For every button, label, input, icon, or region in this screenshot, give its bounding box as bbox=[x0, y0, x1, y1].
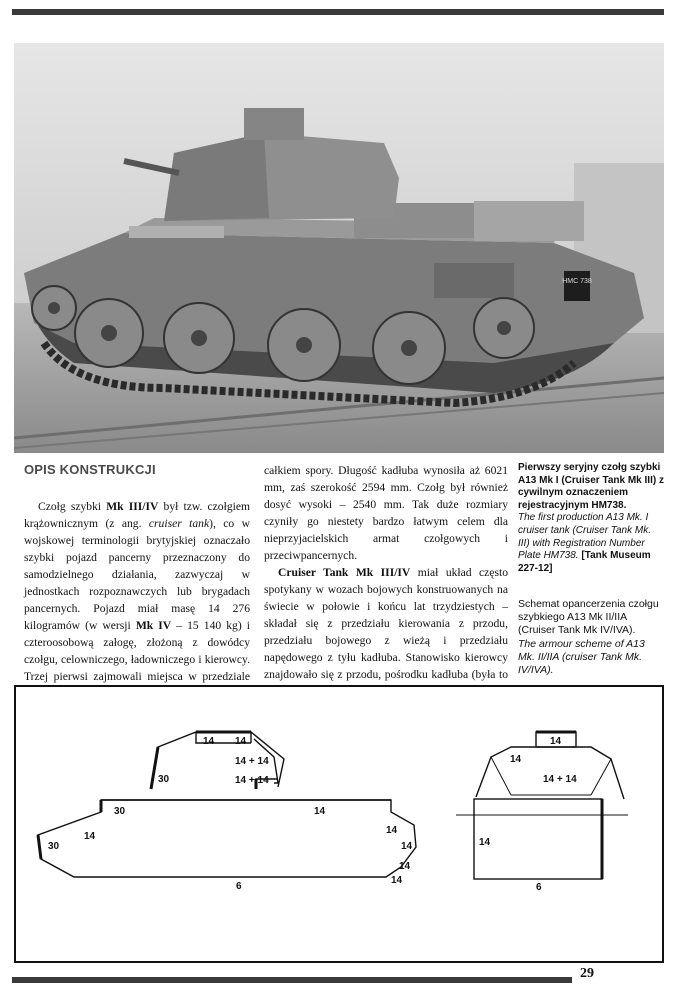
text-run: ), co w wojskowej terminologii brytyjskiej oznaczało szybki pojazd pancerny przeznaczony do samodzielnego działania, zazwyczaj w jednostkach rozpoznawczych lub brygadach pancernych. Pojazd miał masę 14 276 kilogramów (w wersji bbox=[24, 517, 250, 632]
text-run: miał układ często spotykany w wozach bojowych konstruowanych na świecie w połowie i końcu lat trzydziestych – składał się z przedziału kierowania z przodu, przedziału bojowego z wieżą i przedziału napędowego z tyłu kadłuba. Stanowisko kierowcy znajdowało się z przodu, pośrodku kadłuba (była to bbox=[264, 566, 508, 681]
caption-english-text: The first production A13 Mk. I cruiser tank (Cruiser Tank Mk. III) with Registration Number Plate HM738. bbox=[518, 512, 651, 562]
text-run-italic: cruiser tank bbox=[148, 517, 210, 530]
page-number: 29 bbox=[580, 966, 594, 981]
label-hull-rear-lower: 14 bbox=[84, 831, 96, 842]
label-turret-front-a: 14 + 14 bbox=[235, 756, 269, 767]
caption-credit: [Tank Museum 227-12] bbox=[518, 550, 651, 574]
bottom-rule bbox=[12, 977, 572, 983]
label-front-turret-front: 14 + 14 bbox=[543, 774, 577, 785]
label-front-hull-side: 14 bbox=[479, 837, 491, 848]
text-run-bold: Mk III/IV bbox=[106, 500, 159, 513]
label-hull-front-1: 14 bbox=[386, 825, 398, 836]
registration-plate-text: HMC 738 bbox=[562, 278, 592, 285]
photo-caption bbox=[518, 462, 664, 575]
top-rule bbox=[12, 9, 664, 15]
label-hull-bottom: 6 bbox=[236, 881, 242, 892]
diagram-caption bbox=[518, 598, 664, 677]
label-hull-front-2: 14 bbox=[401, 841, 413, 852]
paragraph: całkiem spory. Długość kadłuba wynosiła aż 6021 mm, zaś szerokość 2594 mm. Czołg był również dosyć wysoki – 2540 mm. Tak duże rozmiary czyniły go niestety bardzo łatwym celem dla nieprzyjacielskich armat czołgowych i przeciwpancernych. bbox=[264, 464, 508, 562]
paragraph bbox=[264, 564, 508, 700]
label-front-turret-side: 14 bbox=[510, 754, 522, 765]
article-column-1 bbox=[24, 462, 250, 719]
caption-polish: Pierwszy seryjny czołg szybki A13 Mk I (Cruiser Tank Mk III) z cywilnym oznaczeniem rejestracyjnym HM738. bbox=[518, 462, 664, 511]
label-hull-rear-end: 30 bbox=[48, 841, 60, 852]
label-turret-top-a: 14 bbox=[203, 736, 215, 747]
text-run-bold: Cruiser Tank Mk III/IV bbox=[278, 566, 411, 579]
text-run: Czołg szybki bbox=[38, 500, 107, 513]
text-run: był tzw. czołgiem krążownicznym (z ang. bbox=[24, 500, 250, 530]
label-hull-rear-upper: 30 bbox=[114, 806, 126, 817]
tank-photograph bbox=[14, 43, 664, 453]
section-heading: OPIS KONSTRUKCJI bbox=[24, 462, 156, 477]
diagram-caption-english: The armour scheme of A13 Mk. II/IIA (cruiser Tank Mk. IV/IVA). bbox=[518, 637, 645, 677]
label-hull-top: 14 bbox=[314, 806, 326, 817]
article-column-2 bbox=[264, 462, 508, 700]
text-run-bold: Mk IV bbox=[135, 619, 172, 632]
caption-english bbox=[518, 512, 664, 575]
label-front-turret-top: 14 bbox=[550, 736, 562, 747]
label-front-hull-bottom: 6 bbox=[536, 882, 542, 893]
side-view-diagram bbox=[38, 732, 416, 877]
label-turret-front-b: 14 + 14 bbox=[235, 775, 269, 786]
label-turret-top-b: 14 bbox=[235, 736, 247, 747]
armour-diagram bbox=[14, 685, 664, 963]
label-hull-front-3: 14 bbox=[399, 861, 411, 872]
diagram-caption-polish: Schemat opancerzenia czołgu szybkiego A13 Mk II/IIA (Cruiser Tank Mk IV/IVA). bbox=[518, 598, 659, 637]
label-hull-front-low: 14 bbox=[391, 875, 403, 886]
label-turret-rear: 30 bbox=[158, 774, 170, 785]
text-run: – 15 140 kg) i czteroosobową załogę, złożoną z dowódcy czołgu, celowniczego, ładowniczego i kierowcy. Trzej pierwsi zajmowali miejsca w przedziale bbox=[24, 619, 250, 683]
